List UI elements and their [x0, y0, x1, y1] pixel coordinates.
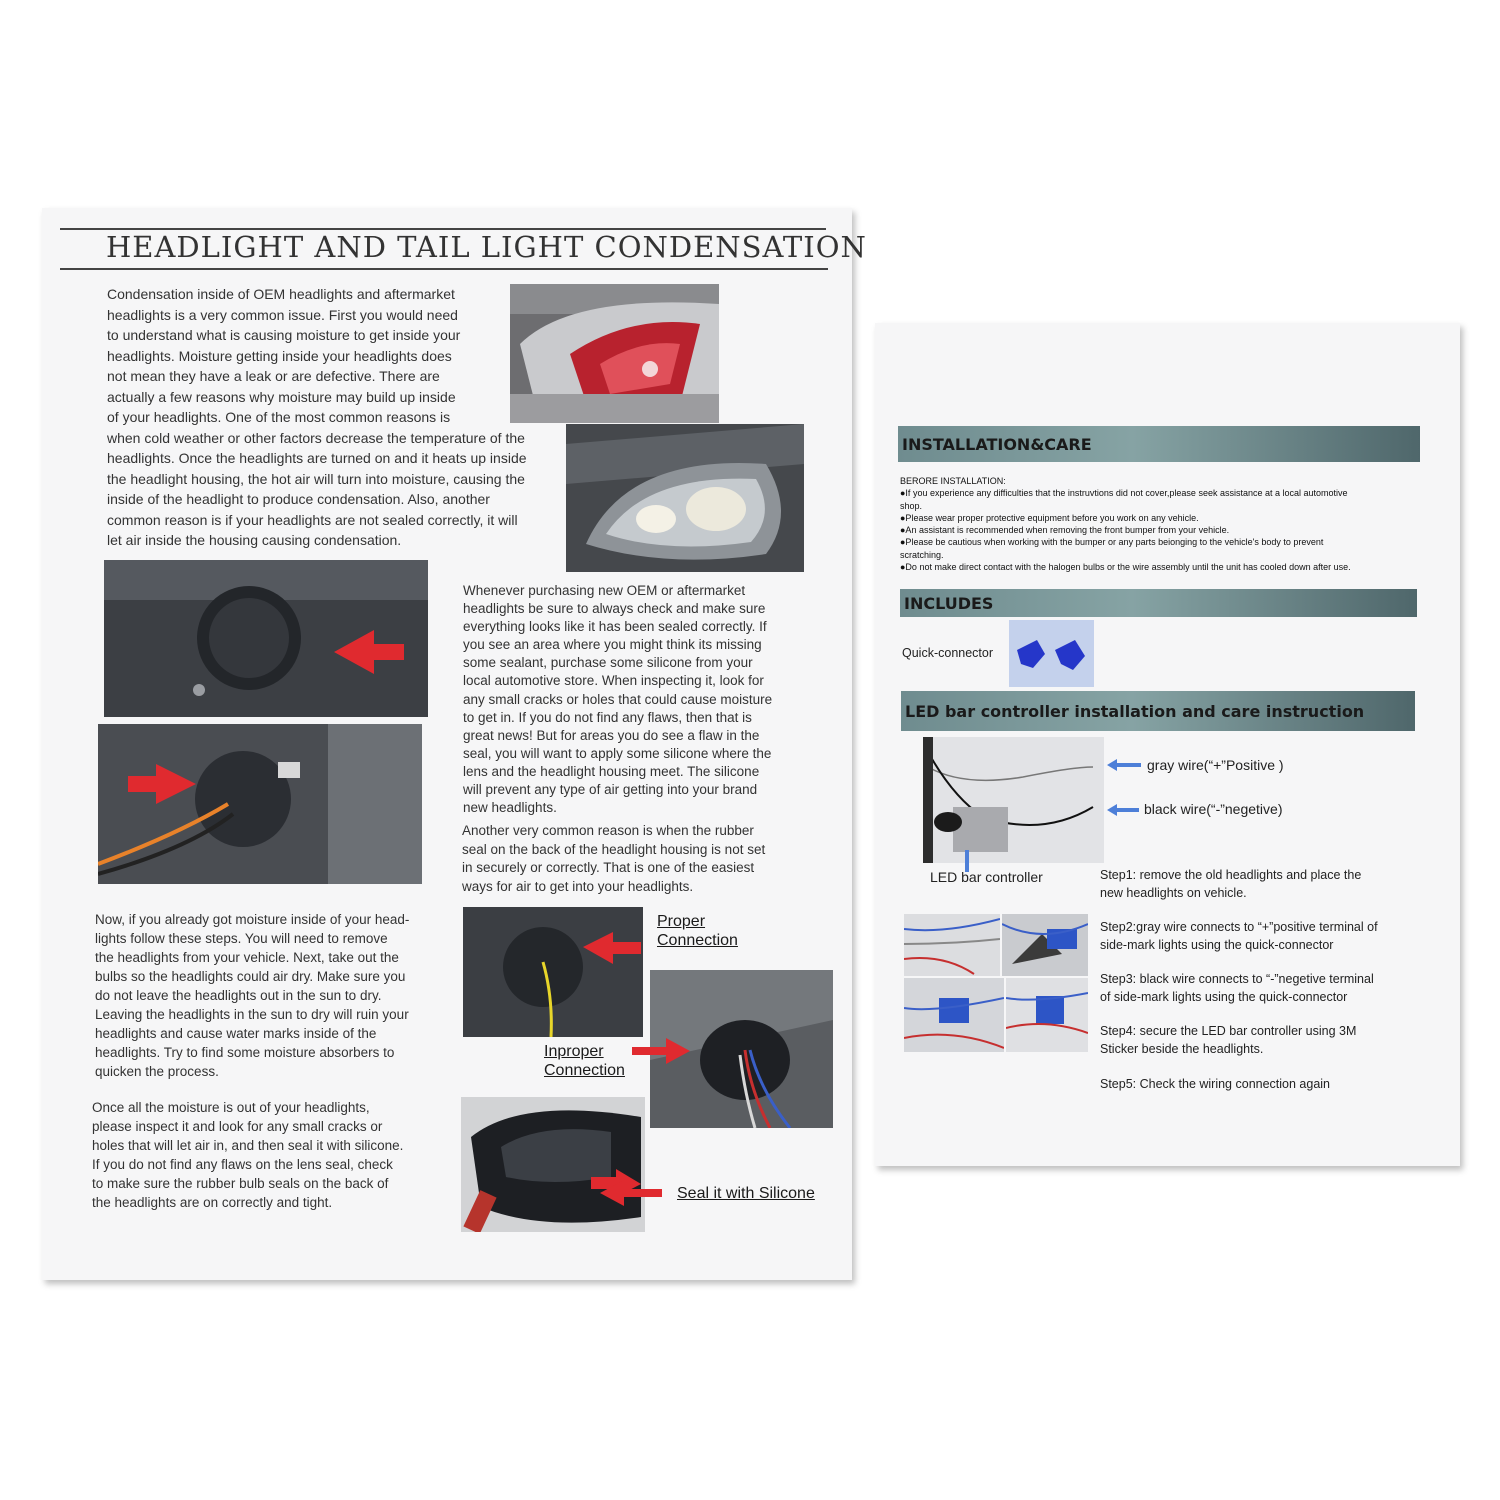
installation-care-sheet	[875, 323, 1460, 1166]
text-line: to understand what is causing moisture to get inside your	[107, 327, 461, 343]
text-line: Condensation inside of OEM headlights and aftermarket	[107, 286, 455, 302]
led-controller-photo	[923, 737, 1104, 863]
text-line: ●An assistant is recommended when removing the front bumper from your vehicle.	[900, 525, 1230, 536]
text-line: to make sure the rubber bulb seals on the back of	[92, 1176, 389, 1191]
text-line: seal on the back of the headlight housing is not set	[462, 841, 766, 857]
page-title: HEADLIGHT AND TAIL LIGHT CONDENSATION	[106, 230, 867, 264]
text-line: actually a few reasons why moisture may build up inside	[107, 388, 456, 405]
text-line: common reason is if your headlights are not sealed correctly, it will	[107, 511, 518, 528]
text-line: Sticker beside the headlights.	[1100, 1041, 1264, 1056]
wiring-photo-4	[1006, 978, 1088, 1052]
text-line: inside of the headlight to produce condensation. Also, another	[107, 491, 490, 507]
improper-caption-line1: Inproper	[544, 1043, 604, 1060]
text-line: local automotive store. When inspecting it, look for	[463, 673, 764, 689]
text-line: bulbs so the headlights could air dry. Make sure you	[95, 969, 406, 984]
step5-text: Step5: Check the wiring connection again	[1100, 1077, 1331, 1091]
text-line: some sealant, purchase some silicone from your	[463, 655, 753, 671]
text-line: Once all the moisture is out of your headlights,	[92, 1100, 370, 1115]
wiring-photo-3	[904, 978, 1004, 1052]
step2-text	[1100, 919, 1378, 954]
text-line: let air inside the housing causing condensation.	[107, 532, 402, 548]
text-line: ●Please be cautious when working with the bumper or any parts beionging to the vehicle's body to prevent	[900, 537, 1324, 548]
black-wire-label: black wire(“-”negetive)	[1144, 801, 1283, 817]
quick-connector-label: Quick-connector	[902, 646, 994, 660]
bulb-cap-photo	[104, 560, 428, 717]
text-line: ●Do not make direct contact with the halogen bulbs or the wire assembly until the unit has cooled down after use.	[900, 562, 1351, 573]
text-line: Step4: secure the LED bar controller using 3M	[1100, 1024, 1357, 1038]
installation-care-heading: INSTALLATION&CARE	[898, 426, 1420, 462]
text-line: any small cracks or holes that could cause moisture	[463, 691, 773, 707]
text-line: Step2:gray wire connects to “+”positive terminal of	[1100, 920, 1378, 934]
text-line: not mean they have a leak or are defective. There are	[107, 368, 440, 384]
step1-text	[1100, 867, 1361, 902]
text-line: will prevent any type of air getting into your brand	[463, 782, 758, 798]
text-line: to get in. If you do not find any flaws, then that is	[463, 709, 752, 725]
text-line: Step3: black wire connects to “-”negetive terminal	[1100, 972, 1374, 986]
text-line: please inspect it and look for any small cracks or	[92, 1119, 383, 1134]
step3-text	[1100, 971, 1374, 1006]
tail-light-photo	[510, 284, 719, 423]
title-bottom-rule	[60, 268, 828, 270]
silicone-seal-photo	[461, 1097, 645, 1232]
text-line: headlights is a very common issue. First you would need	[107, 306, 458, 323]
text-line: seal, you will want to apply some silicone where the	[463, 745, 772, 761]
text-line: when cold weather or other factors decrease the temperature of the	[107, 429, 525, 446]
text-line: ways for air to get into your headlights.	[462, 878, 694, 894]
proper-connection-photo	[463, 907, 643, 1037]
improper-caption-line2: Connection	[544, 1062, 625, 1079]
improper-arrow-icon	[632, 1036, 690, 1066]
text-line: you see an area where you might think its missing	[463, 637, 762, 653]
led-controller-label: LED bar controller	[930, 869, 1043, 885]
text-line: great news! But for areas you do see a flaw in the	[463, 727, 760, 743]
seal-paragraph	[92, 1098, 442, 1212]
text-line: shop.	[900, 500, 923, 511]
text-line: the headlights from your vehicle. Next, take out the	[95, 950, 399, 965]
led-controller-heading: LED bar controller installation and care instruction	[901, 691, 1415, 731]
includes-heading: INCLUDES	[900, 589, 1417, 617]
intro-paragraph	[107, 284, 547, 551]
text-line: If you do not find any flaws on the lens seal, check	[92, 1157, 393, 1172]
proper-caption-line2: Connection	[657, 932, 738, 949]
text-line: of your headlights. One of the most common reasons is	[107, 409, 451, 425]
moisture-paragraph	[95, 910, 445, 1081]
text-line: quicken the process.	[95, 1064, 219, 1079]
text-line: side-mark lights using the quick-connector	[1100, 937, 1334, 952]
text-line: headlights. Moisture getting inside your headlights does	[107, 347, 452, 364]
text-line: do not leave the headlights out in the sun to dry.	[95, 988, 382, 1003]
headlight-condensation-sheet	[42, 208, 867, 1280]
text-line: everything looks like it has been sealed correctly. If	[463, 619, 767, 635]
text-line: headlights and cause water marks inside of the	[95, 1026, 377, 1041]
gray-wire-arrow-icon	[1107, 759, 1141, 771]
quick-connector-photo	[1009, 620, 1094, 687]
text-line: of side-mark lights using the quick-connector	[1100, 989, 1348, 1004]
text-line: the headlights are on correctly and tight.	[92, 1195, 333, 1210]
wiring-photo-1	[904, 914, 1000, 976]
text-line: headlights. Once the headlights are turned on and it heats up inside	[107, 450, 527, 466]
text-line: in securely or correctly. That is one of the easiest	[462, 860, 755, 875]
before-installation-block	[900, 475, 1430, 573]
black-wire-arrow-icon	[1107, 804, 1139, 816]
text-line: Step1: remove the old headlights and place the	[1100, 868, 1362, 882]
gray-wire-label: gray wire(“+”Positive )	[1147, 757, 1284, 773]
text-line: Another very common reason is when the rubber	[462, 823, 754, 838]
text-line: Whenever purchasing new OEM or aftermarket	[463, 583, 746, 598]
text-line: lights follow these steps. You will need to remove	[95, 931, 388, 946]
text-line: ●Please wear proper protective equipment before you work on any vehicle.	[900, 512, 1199, 523]
text-line: headlights be sure to always check and make sure	[463, 601, 766, 617]
wiring-photo-2	[1002, 914, 1088, 976]
text-line: holes that will let air in, and then seal it with silicone.	[92, 1138, 404, 1153]
foggy-headlight-photo	[566, 424, 804, 572]
bulb-wiring-photo	[98, 724, 422, 884]
text-line: Leaving the headlights in the sun to dry will ruin your	[95, 1007, 409, 1022]
text-line: the headlight housing, the hot air will turn into moisture, causing the	[107, 470, 525, 487]
step4-text	[1100, 1023, 1356, 1058]
proper-caption-line1: Proper	[657, 913, 706, 930]
purchase-paragraph	[463, 582, 808, 817]
silicone-arrow-icon	[600, 1178, 662, 1208]
text-line: ●If you experience any difficulties that the instruvtions did not cover,please seek assistance at a local automotive	[900, 488, 1348, 499]
text-line: Now, if you already got moisture inside of your head-	[95, 912, 410, 927]
text-line: scratching.	[900, 549, 944, 560]
text-line: new headlights.	[463, 800, 557, 816]
text-line: headlights. Try to find some moisture absorbers to	[95, 1045, 395, 1060]
before-installation-title: BERORE INSTALLATION:	[900, 476, 1006, 486]
text-line: new headlights on vehicle.	[1100, 885, 1247, 900]
rubber-seal-paragraph	[462, 822, 807, 896]
silicone-caption: Seal it with Silicone	[677, 1185, 815, 1202]
text-line: lens and the headlight housing meet. The silicone	[463, 763, 760, 779]
